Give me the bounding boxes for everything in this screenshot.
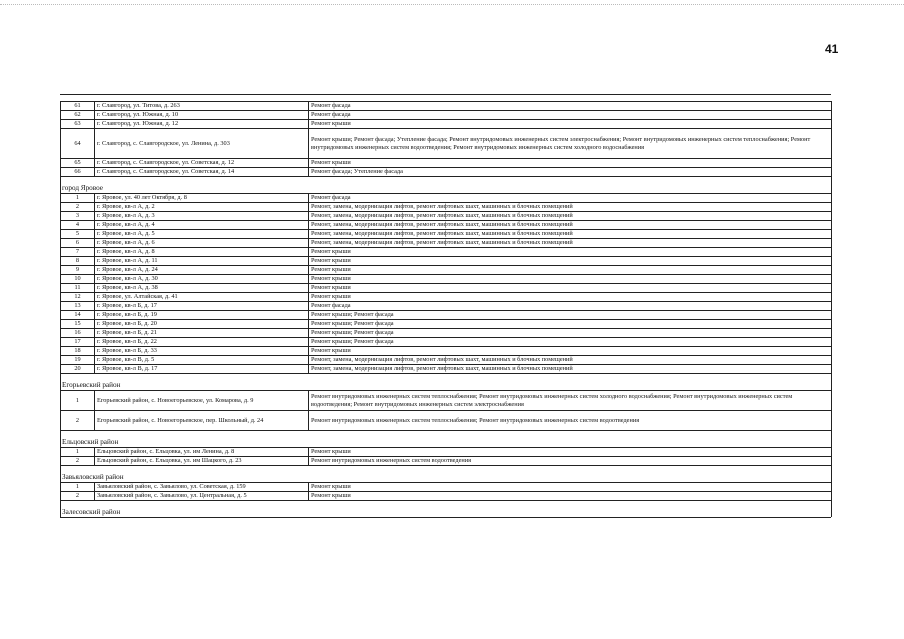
row-works: Ремонт крыши; Ремонт фасада <box>309 329 832 338</box>
row-address: г. Славгород, с. Славгородское, ул. Советская, д. 14 <box>95 168 309 177</box>
row-number: 5 <box>61 230 95 239</box>
row-works: Ремонт крыши <box>309 120 832 129</box>
row-number: 2 <box>61 457 95 466</box>
row-number: 1 <box>61 448 95 457</box>
row-works: Ремонт крыши <box>309 275 832 284</box>
row-works: Ремонт внутридомовых инженерных систем теплоснабжения; Ремонт внутридомовых инженерных систем холодного водоснабжения; Ремонт внутридомовых инженерных систем водоотведения; Ремонт внутридомовых инженерных систем электроснабжения <box>309 391 832 411</box>
row-address: г. Яровое, кв-л В, д. 17 <box>95 365 309 374</box>
row-number: 12 <box>61 293 95 302</box>
table-row <box>61 311 832 320</box>
row-works: Ремонт, замена, модернизация лифтов, ремонт лифтовых шахт, машинных и блочных помещений <box>309 203 832 212</box>
table-row <box>61 102 832 111</box>
section-gap-cell <box>61 501 832 509</box>
row-works: Ремонт крыши <box>309 159 832 168</box>
row-number: 61 <box>61 102 95 111</box>
row-works: Ремонт крыши; Ремонт фасада <box>309 320 832 329</box>
row-works: Ремонт крыши; Ремонт фасада <box>309 338 832 347</box>
table-row <box>61 411 832 431</box>
row-address: Ельцовский район, с. Ельцовка, ул. им Шацкого, д. 23 <box>95 457 309 466</box>
table-row <box>61 302 832 311</box>
row-number: 15 <box>61 320 95 329</box>
table-row <box>61 203 832 212</box>
section-title: Завьяловский район <box>61 473 832 483</box>
row-works: Ремонт крыши; Ремонт фасада; Утепление фасада; Ремонт внутридомовых инженерных систем электроснабжения; Ремонт внутридомовых инженерных систем теплоснабжения; Ремонт внутридомовых инженерных систем водоотведения; Ремонт внутридомовых инженерных систем холодного водоснабжения <box>309 129 832 159</box>
row-address: г. Яровое, кв-л А, д. 6 <box>95 239 309 248</box>
row-address: г. Яровое, кв-л А, д. 38 <box>95 284 309 293</box>
table-row <box>61 194 832 203</box>
row-number: 62 <box>61 111 95 120</box>
row-works: Ремонт фасада; Утепление фасада <box>309 168 832 177</box>
row-works: Ремонт крыши <box>309 492 832 501</box>
table-row <box>61 338 832 347</box>
row-works: Ремонт фасада <box>309 102 832 111</box>
table-row <box>61 230 832 239</box>
row-number: 3 <box>61 212 95 221</box>
top-rule <box>60 94 831 101</box>
row-number: 1 <box>61 483 95 492</box>
row-works: Ремонт внутридомовых инженерных систем теплоснабжения; Ремонт внутридомовых инженерных систем водоотведения <box>309 411 832 431</box>
section-gap <box>61 501 832 509</box>
section-gap <box>61 374 832 382</box>
row-number: 1 <box>61 391 95 411</box>
page-number: 41 <box>825 42 839 56</box>
section-title: город Яровое <box>61 184 832 194</box>
section-header-row <box>61 381 832 391</box>
row-number: 11 <box>61 284 95 293</box>
row-address: г. Яровое, ул. 40 лет Октября, д. 8 <box>95 194 309 203</box>
row-address: г. Яровое, кв-л Б, д. 19 <box>95 311 309 320</box>
row-number: 1 <box>61 194 95 203</box>
table-row <box>61 483 832 492</box>
row-address: г. Яровое, ул. Алтайская, д. 41 <box>95 293 309 302</box>
row-works: Ремонт крыши <box>309 266 832 275</box>
row-number: 66 <box>61 168 95 177</box>
row-address: г. Яровое, кв-л А, д. 11 <box>95 257 309 266</box>
row-works: Ремонт крыши <box>309 257 832 266</box>
section-header-row <box>61 438 832 448</box>
row-works: Ремонт крыши <box>309 347 832 356</box>
section-gap <box>61 177 832 185</box>
row-number: 20 <box>61 365 95 374</box>
row-address: г. Яровое, кв-л А, д. 5 <box>95 230 309 239</box>
row-number: 64 <box>61 129 95 159</box>
row-works: Ремонт внутридомовых инженерных систем водоотведения <box>309 457 832 466</box>
row-number: 17 <box>61 338 95 347</box>
section-gap-cell <box>61 431 832 439</box>
row-works: Ремонт крыши <box>309 248 832 257</box>
row-address: Ельцовский район, с. Ельцовка, ул. им Ленина, д. 8 <box>95 448 309 457</box>
row-number: 63 <box>61 120 95 129</box>
row-works: Ремонт, замена, модернизация лифтов, ремонт лифтовых шахт, машинных и блочных помещений <box>309 221 832 230</box>
row-works: Ремонт, замена, модернизация лифтов, ремонт лифтовых шахт, машинных и блочных помещений <box>309 212 832 221</box>
row-works: Ремонт крыши <box>309 284 832 293</box>
row-address: Егорьевский район, с. Новоегорьевское, пер. Школьный, д. 24 <box>95 411 309 431</box>
row-number: 6 <box>61 239 95 248</box>
section-title: Ельцовский район <box>61 438 832 448</box>
row-address: г. Яровое, кв-л А, д. 30 <box>95 275 309 284</box>
row-address: г. Яровое, кв-л А, д. 4 <box>95 221 309 230</box>
row-address: г. Яровое, кв-л Б, д. 20 <box>95 320 309 329</box>
table-row <box>61 448 832 457</box>
table-row <box>61 239 832 248</box>
row-works: Ремонт крыши <box>309 448 832 457</box>
row-address: г. Яровое, кв-л А, д. 8 <box>95 248 309 257</box>
row-address: г. Яровое, кв-л Б, д. 17 <box>95 302 309 311</box>
row-address: г. Яровое, кв-л Б, д. 33 <box>95 347 309 356</box>
section-gap-cell <box>61 374 832 382</box>
table-row <box>61 457 832 466</box>
row-address: Завьяловский район, с. Завьялово, ул. Центральная, д. 5 <box>95 492 309 501</box>
row-works: Ремонт, замена, модернизация лифтов, ремонт лифтовых шахт, машинных и блочных помещений <box>309 230 832 239</box>
section-header-row <box>61 184 832 194</box>
row-works: Ремонт, замена, модернизация лифтов, ремонт лифтовых шахт, машинных и блочных помещений <box>309 365 832 374</box>
table-row <box>61 221 832 230</box>
table-row <box>61 129 832 159</box>
table-row <box>61 365 832 374</box>
row-works: Ремонт крыши <box>309 293 832 302</box>
row-number: 14 <box>61 311 95 320</box>
row-number: 4 <box>61 221 95 230</box>
table-row <box>61 168 832 177</box>
table-row <box>61 120 832 129</box>
row-works: Ремонт, замена, модернизация лифтов, ремонт лифтовых шахт, машинных и блочных помещений <box>309 239 832 248</box>
row-address: г. Яровое, кв-л Б, д. 22 <box>95 338 309 347</box>
row-number: 2 <box>61 203 95 212</box>
row-number: 65 <box>61 159 95 168</box>
table-row <box>61 492 832 501</box>
table-row <box>61 248 832 257</box>
bottom-rule <box>60 517 831 518</box>
table-row <box>61 257 832 266</box>
register-sheet <box>60 94 831 518</box>
section-header-row <box>61 508 832 517</box>
row-works: Ремонт фасада <box>309 194 832 203</box>
row-number: 16 <box>61 329 95 338</box>
row-number: 18 <box>61 347 95 356</box>
row-number: 19 <box>61 356 95 365</box>
row-address: г. Яровое, кв-л А, д. 2 <box>95 203 309 212</box>
row-address: Егорьевский район, с. Новоегорьевское, ул. Комарова, д. 9 <box>95 391 309 411</box>
row-address: г. Славгород, с. Славгородское, ул. Ленина, д. 303 <box>95 129 309 159</box>
row-address: г. Славгород, ул. Титова, д. 263 <box>95 102 309 111</box>
section-gap <box>61 466 832 474</box>
row-number: 9 <box>61 266 95 275</box>
row-works: Ремонт фасада <box>309 111 832 120</box>
table-row <box>61 356 832 365</box>
row-address: г. Яровое, кв-л Б, д. 21 <box>95 329 309 338</box>
table-row <box>61 266 832 275</box>
row-number: 2 <box>61 411 95 431</box>
row-address: г. Яровое, кв-л В, д. 5 <box>95 356 309 365</box>
section-title: Егорьевский район <box>61 381 832 391</box>
row-address: г. Славгород, ул. Южная, д. 10 <box>95 111 309 120</box>
section-header-row <box>61 473 832 483</box>
table-row <box>61 159 832 168</box>
section-title: Залесовский район <box>61 508 832 517</box>
table-row <box>61 284 832 293</box>
row-number: 2 <box>61 492 95 501</box>
row-number: 13 <box>61 302 95 311</box>
table-row <box>61 212 832 221</box>
table-row <box>61 347 832 356</box>
row-works: Ремонт крыши; Ремонт фасада <box>309 311 832 320</box>
row-number: 10 <box>61 275 95 284</box>
row-address: г. Славгород, с. Славгородское, ул. Советская, д. 12 <box>95 159 309 168</box>
row-number: 7 <box>61 248 95 257</box>
row-address: Завьяловский район, с. Завьялово, ул. Советская, д. 159 <box>95 483 309 492</box>
table-row <box>61 111 832 120</box>
scan-edge <box>0 4 904 5</box>
section-gap-cell <box>61 466 832 474</box>
row-address: г. Славгород, ул. Южная, д. 12 <box>95 120 309 129</box>
table-row <box>61 329 832 338</box>
row-works: Ремонт фасада <box>309 302 832 311</box>
table-row <box>61 275 832 284</box>
section-gap <box>61 431 832 439</box>
register-table <box>60 101 832 517</box>
table-row <box>61 391 832 411</box>
section-gap-cell <box>61 177 832 185</box>
row-address: г. Яровое, кв-л А, д. 24 <box>95 266 309 275</box>
row-number: 8 <box>61 257 95 266</box>
row-works: Ремонт крыши <box>309 483 832 492</box>
row-address: г. Яровое, кв-л А, д. 3 <box>95 212 309 221</box>
row-works: Ремонт, замена, модернизация лифтов, ремонт лифтовых шахт, машинных и блочных помещений <box>309 356 832 365</box>
table-row <box>61 320 832 329</box>
table-row <box>61 293 832 302</box>
